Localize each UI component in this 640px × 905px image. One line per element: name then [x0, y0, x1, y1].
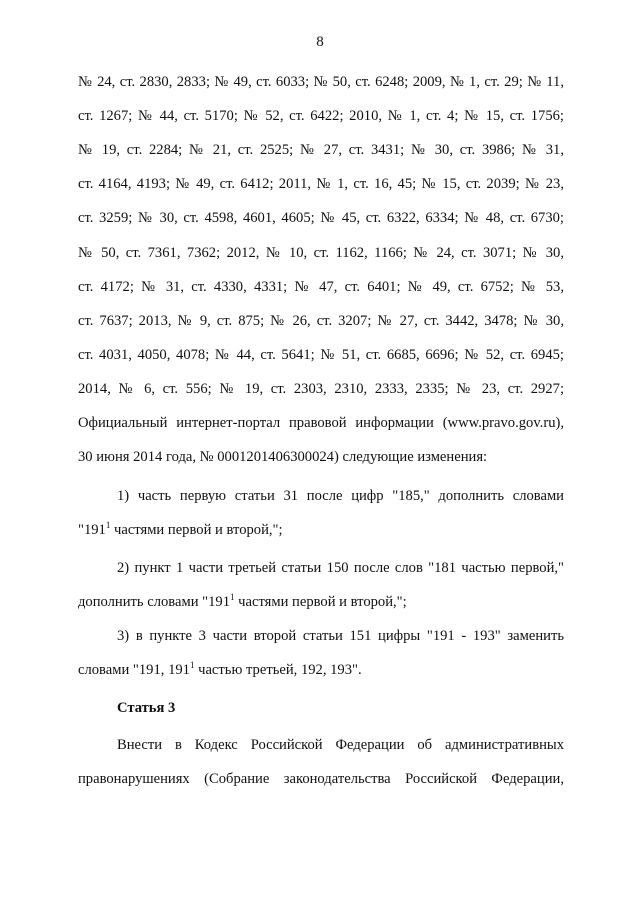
item-2-text-end: частями первой и второй,"; [234, 594, 407, 610]
body-line: Официальный интернет-портал правовой информации (www.pravo.gov.ru), [78, 415, 564, 431]
body-line: № 19, ст. 2284; № 21, ст. 2525; № 27, ст. 3431; № 30, ст. 3986; № 31, [78, 142, 564, 158]
item-1-text-start: "191 [78, 522, 106, 538]
item-3-line-1: 3) в пункте 3 части второй статьи 151 цифры "191 - 193" заменить [117, 628, 564, 644]
item-3-text-end: частью третьей, 192, 193". [194, 662, 362, 678]
item-3-line-2 [78, 660, 564, 680]
body-line: ст. 4172; № 31, ст. 4330, 4331; № 47, ст. 6401; № 49, ст. 6752; № 53, [78, 279, 564, 295]
body-line: № 24, ст. 2830, 2833; № 49, ст. 6033; № 50, ст. 6248; 2009, № 1, ст. 29; № 11, [78, 74, 564, 90]
item-1-line-2 [78, 520, 564, 540]
body-line: ст. 1267; № 44, ст. 5170; № 52, ст. 6422; 2010, № 1, ст. 4; № 15, ст. 1756; [78, 108, 564, 124]
body-line: 30 июня 2014 года, № 0001201406300024) следующие изменения: [78, 449, 488, 465]
article-line: Внести в Кодекс Российской Федерации об административных [117, 737, 564, 753]
body-line: ст. 7637; 2013, № 9, ст. 875; № 26, ст. 3207; № 27, ст. 3442, 3478; № 30, [78, 313, 564, 329]
superscript-index: 1 [189, 660, 195, 670]
item-2-line-2 [78, 592, 564, 612]
item-3-text-start: словами "191, 191 [78, 662, 190, 678]
body-line: № 50, ст. 7361, 7362; 2012, № 10, ст. 1162, 1166; № 24, ст. 3071; № 30, [78, 245, 564, 261]
superscript-index: 1 [105, 520, 111, 530]
item-2-text-start: дополнить словами "191 [78, 594, 230, 610]
body-line: ст. 4164, 4193; № 49, ст. 6412; 2011, № 1, ст. 16, 45; № 15, ст. 2039; № 23, [78, 176, 564, 192]
page-number: 8 [316, 34, 324, 50]
item-1-text-end: частями первой и второй,"; [110, 522, 283, 538]
article-heading: Статья 3 [117, 700, 176, 716]
article-line: правонарушениях (Собрание законодательства Российской Федерации, [78, 771, 564, 787]
body-line: 2014, № 6, ст. 556; № 19, ст. 2303, 2310, 2333, 2335; № 23, ст. 2927; [78, 381, 564, 397]
body-line: ст. 4031, 4050, 4078; № 44, ст. 5641; № 51, ст. 6685, 6696; № 52, ст. 6945; [78, 347, 564, 363]
superscript-index: 1 [230, 592, 235, 602]
item-2-line-1: 2) пункт 1 части третьей статьи 150 после слов "181 частью первой," [117, 560, 564, 576]
item-1-line-1: 1) часть первую статьи 31 после цифр "185," дополнить словами [117, 488, 564, 504]
body-line: ст. 3259; № 30, ст. 4598, 4601, 4605; № 45, ст. 6322, 6334; № 48, ст. 6730; [78, 210, 564, 226]
